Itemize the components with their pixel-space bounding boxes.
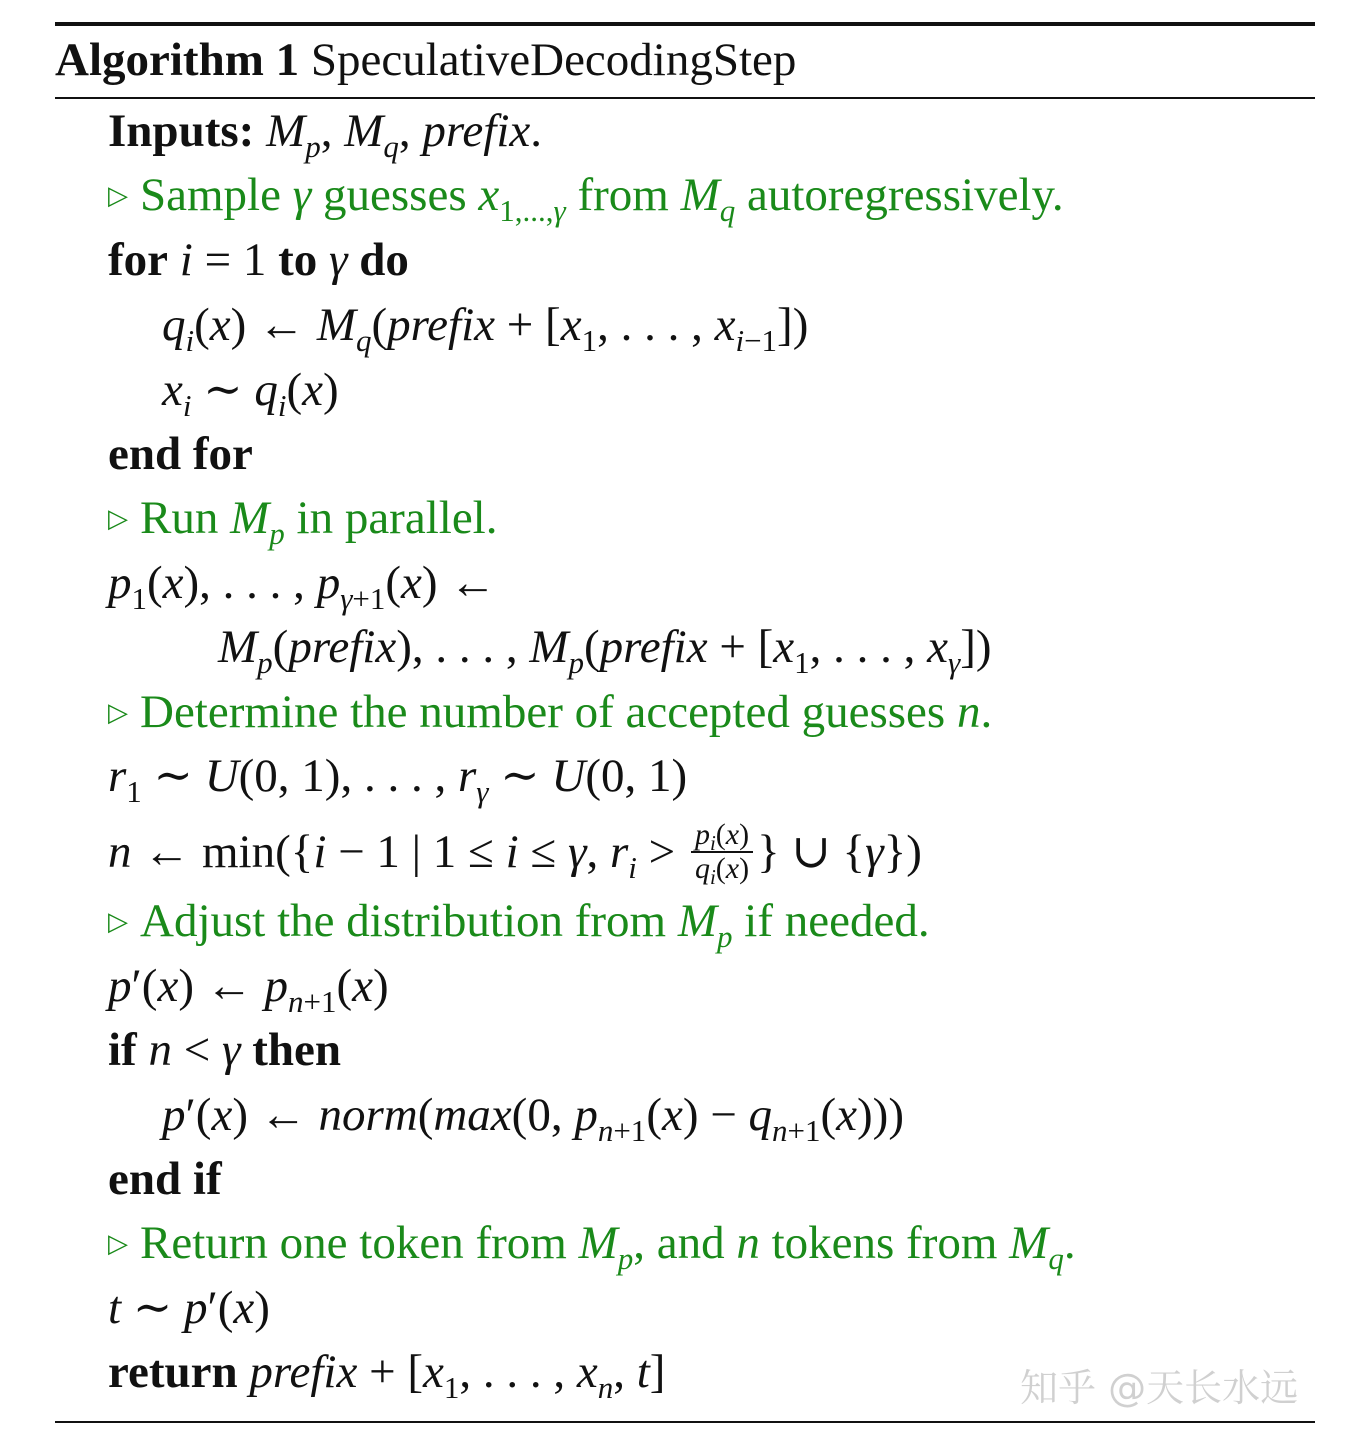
comment-return: ▷ Return one token from $M_p$, and n tokens from $M_q$.: [108, 1213, 1076, 1277]
p-assign-line: $p_1(x)$, . . . , $p_{\gamma+1}(x)$ ←: [108, 557, 497, 616]
bottom-rule: [55, 1421, 1315, 1423]
end-if-line: end if: [108, 1153, 222, 1205]
p-assign-continuation: $M_p(prefix)$, . . . , $M_p(prefix + [x_1$, . . . , $x_\gamma$]): [218, 621, 992, 680]
n-assign-line: n ← min({i − 1 | 1 ≤ i ≤ γ, $r_i$ > $\frac{p_i(x)}{q_i(x)}$ } ∪ {γ}): [108, 818, 922, 890]
inputs-line: Inputs: $M_p$, $M_q$, prefix.: [108, 105, 543, 164]
pprime-assign-line: p′(x) ← $p_{n+1}(x)$: [108, 960, 389, 1019]
algorithm-name: SpeculativeDecodingStep: [310, 34, 797, 86]
if-line: if n < γ then: [108, 1024, 342, 1076]
comment-determine: ▷ Determine the number of accepted guesses n.: [108, 682, 992, 746]
r-sample-line: $r_1$ ∼ U(0, 1), . . . , $r_\gamma$ ∼ U(0, 1): [108, 750, 688, 809]
comment-run: ▷ Run $M_p$ in parallel.: [108, 488, 497, 552]
top-rule: [55, 22, 1315, 26]
header-rule: [55, 97, 1315, 99]
qi-assign-line: $q_i(x)$ ← $M_q(prefix + [x_1$, . . . , $x_{i-1}$]): [162, 299, 809, 358]
comment-triangle-icon: ▷: [108, 698, 128, 728]
comment-triangle-icon: ▷: [108, 907, 128, 937]
for-line: for i = 1 to γ do: [108, 234, 409, 286]
norm-assign-line: p′(x) ← norm(max(0, $p_{n+1}(x) - q_{n+1}(x)$)): [162, 1089, 904, 1148]
comment-triangle-icon: ▷: [108, 181, 128, 211]
watermark: 知乎 @天长水远: [1020, 1366, 1299, 1410]
comment-adjust: ▷ Adjust the distribution from $M_p$ if needed.: [108, 891, 930, 955]
t-sample-line: t ∼ p′(x): [108, 1282, 270, 1334]
end-for-line: end for: [108, 428, 253, 480]
comment-triangle-icon: ▷: [108, 1229, 128, 1259]
ratio-fraction: $\frac{p_i(x)}{q_i(x)}$: [691, 819, 753, 885]
algorithm-label: Algorithm 1: [55, 34, 300, 86]
inputs-keyword: Inputs:: [108, 105, 255, 157]
return-line: return prefix + [$x_1$, . . . , $x_n$, t]: [108, 1346, 666, 1405]
xi-sample-line: $x_i$ ∼ $q_i(x)$: [162, 364, 339, 423]
comment-triangle-icon: ▷: [108, 504, 128, 534]
comment-sample: ▷ Sample γ guesses $x_{1,...,\gamma}$ from $M_q$ autoregressively.: [108, 165, 1064, 229]
algorithm-title: [55, 30, 796, 90]
